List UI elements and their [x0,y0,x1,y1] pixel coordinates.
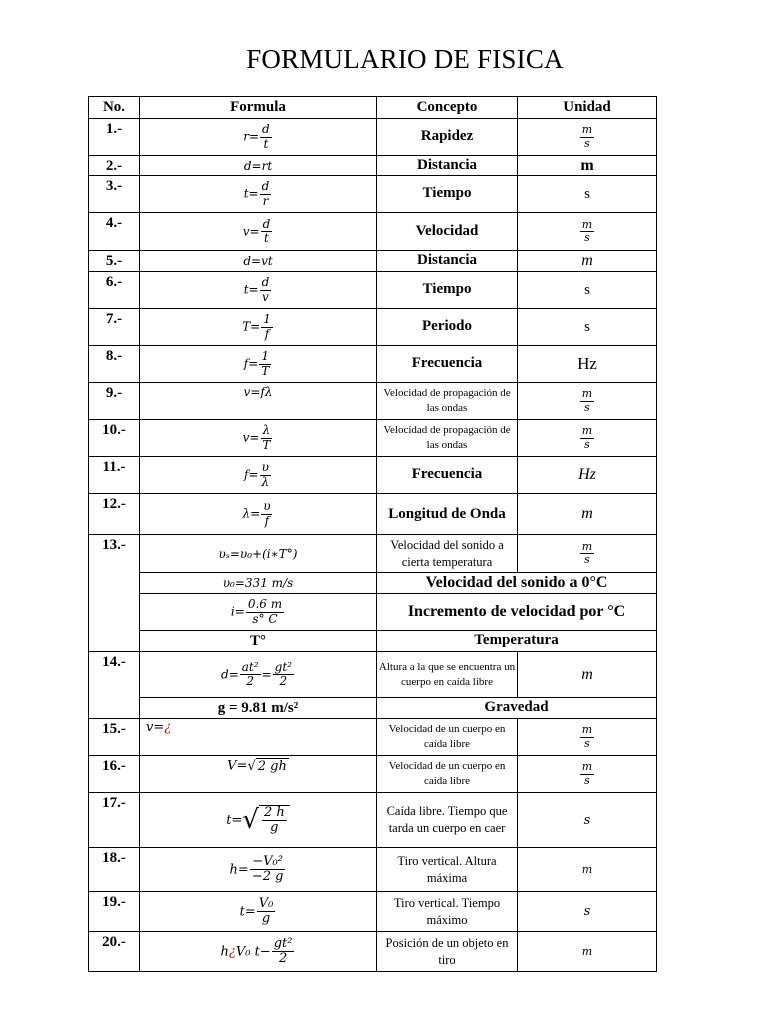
row-number: 12.- [89,494,140,535]
fraction-numerator: d [262,122,270,137]
unit-cell [518,756,657,793]
concept-cell: Frecuencia [377,457,518,494]
unit-cell: s [518,272,657,309]
fraction-denominator: T [262,437,271,452]
formula-broken-glyph: ¿ [164,720,172,735]
table-row [89,346,657,383]
unit-cell [518,213,657,251]
table-row [89,251,657,272]
unit-numerator: m [581,424,593,438]
row-number: 14.- [89,652,140,719]
fraction-numerator: d [261,275,270,290]
formula-table [88,96,657,972]
unit-cell [518,383,657,420]
unit-cell: s [518,892,657,932]
fraction-numerator: −V₀² [252,853,283,869]
formula-cell: d=vt [140,251,377,272]
formula-broken-glyph: ¿ [228,944,236,959]
fraction-numerator: 1 [263,312,271,327]
header-concepto: Concepto [377,97,518,119]
formula-cell [140,420,377,457]
formula-fraction [259,350,271,377]
table-row [89,309,657,346]
fraction-numerator: 2 h [263,804,285,820]
fraction-denominator: 2 [278,951,288,966]
formula-lhs: v= [242,431,260,445]
concept-cell: Altura a la que se encuentra un cuerpo en caída libre [377,652,518,698]
table-row [89,213,657,251]
unit-cell: Hz [518,457,657,494]
formula-lhs: i= [230,605,245,619]
concept-cell: Gravedad [377,698,657,719]
concept-cell: Distancia [377,251,518,272]
formula-cell [140,594,377,631]
formula-fraction [261,218,273,245]
concept-cell: Tiempo [377,176,518,213]
fraction-numerator: λ [262,423,271,438]
table-row [89,892,657,932]
formula-cell: d=rt [140,156,377,176]
concept-cell: Velocidad [377,213,518,251]
fraction-numerator: gt² [274,659,292,674]
row-number: 6.- [89,272,140,309]
row-number: 3.- [89,176,140,213]
unit-numerator: m [581,123,593,137]
table-row [89,457,657,494]
fraction-numerator: υ [261,460,269,475]
formula-cell [140,892,377,932]
unit-cell [518,420,657,457]
fraction-denominator: λ [261,474,270,489]
square-root [242,805,289,836]
table-row [89,631,657,652]
formula-cell [140,932,377,972]
fraction-numerator: at² [241,659,259,674]
unit-numerator: m [581,217,593,231]
row-number: 10.- [89,420,140,457]
unit-cell: m [518,652,657,698]
fraction-denominator: 2 [279,674,288,688]
unit-cell: m [518,494,657,535]
header-row [89,97,657,119]
fraction-denominator: g [270,820,279,835]
square-root [247,758,288,774]
concept-cell: Temperatura [377,631,657,652]
formula-fraction [260,276,272,303]
concept-cell: Periodo [377,309,518,346]
fraction-denominator: g [261,911,271,926]
concept-cell: Rapidez [377,119,518,156]
radicand [259,805,290,836]
row-number: 15.- [89,719,140,756]
formula-fraction [272,937,295,967]
row-number: 7.- [89,309,140,346]
row-number: 20.- [89,932,140,972]
formula-cell: υ₀=331 m/s [140,573,377,594]
concept-cell: Tiro vertical. Tiempo máximo [377,892,518,932]
table-row [89,932,657,972]
concept-cell: Incremento de velocidad por °C [377,594,657,631]
formula-lhs: t= [239,904,256,919]
unit-denominator: s [584,231,590,244]
formula-lhs: t= [243,187,259,201]
unit-denominator: s [584,553,590,566]
fraction-numerator: gt² [273,935,293,951]
formula-equals: = [261,667,272,682]
unit-cell: m [518,156,657,176]
formula-lhs: λ= [242,507,261,521]
table-row [89,719,657,756]
concept-cell: Longitud de Onda [377,494,518,535]
fraction-denominator: v [262,289,269,304]
unit-fraction [580,724,594,749]
unit-cell [518,535,657,573]
formula-cell: υₛ=υ₀+(i∗T°) [140,535,377,573]
header-formula: Formula [140,97,377,119]
table-row [89,793,657,848]
row-number: 8.- [89,346,140,383]
formula-cell [140,494,377,535]
table-row [89,848,657,892]
fraction-denominator: −2 g [251,869,284,884]
row-number: 1.- [89,119,140,156]
formula-lhs: t= [226,812,243,828]
row-number: 4.- [89,213,140,251]
concept-cell: Velocidad de un cuerpo en caída libre [377,719,518,756]
row-number: 9.- [89,383,140,420]
row-number: 16.- [89,756,140,793]
fraction-numerator: υ [263,499,271,514]
formula-cell [140,756,377,793]
unit-cell: s [518,176,657,213]
fraction-numerator: 1 [261,349,270,364]
fraction-denominator: 2 [246,674,254,688]
formula-cell [140,272,377,309]
unit-denominator: s [584,136,590,150]
formula-cell [140,793,377,848]
unit-cell: m [518,251,657,272]
fraction-numerator: d [261,179,270,194]
formula-lhs: d= [221,667,239,682]
concept-cell: Velocidad de propagación de las ondas [377,420,518,457]
formula-fraction [259,461,271,488]
radicand: 2 gh [257,759,287,774]
formula-fraction [261,313,273,340]
formula-fraction [257,897,276,927]
unit-fraction [580,761,594,786]
formula-lhs: h= [229,862,249,877]
concept-cell: Tiempo [377,272,518,309]
concept-cell: Velocidad de un cuerpo en caída libre [377,756,518,793]
row-number: 13.- [89,535,140,652]
concept-cell: Velocidad de propagación de las ondas [377,383,518,420]
unit-cell [518,119,657,156]
formula-lhs: V= [227,758,248,774]
unit-numerator: m [581,387,593,401]
document-title: FORMULARIO DE FISICA [246,44,564,74]
sqrt-icon: √ [242,805,259,835]
formula-text: v= [146,720,165,735]
formula-lhs: f= [243,468,259,482]
formula-text: h [220,944,229,959]
formula-cell [140,213,377,251]
fraction-denominator: s° C [252,611,278,626]
formula-cell: g = 9.81 m/s² [140,698,377,719]
formula-lhs: t= [243,283,259,297]
formula-text: V₀ t− [235,944,271,959]
formula-fraction [261,500,272,527]
unit-denominator: s [584,736,590,750]
table-row [89,383,657,420]
table-row [89,156,657,176]
unit-denominator: s [584,400,590,414]
table-row [89,119,657,156]
row-number: 2.- [89,156,140,176]
formula-cell [140,346,377,383]
concept-cell: Tiro vertical. Altura máxima [377,848,518,892]
formula-cell [140,719,377,756]
concept-cell: Distancia [377,156,518,176]
formula-cell [140,848,377,892]
formula-cell [140,119,377,156]
table-row [89,272,657,309]
formula-cell [140,309,377,346]
fraction-denominator: t [264,231,269,245]
formula-cell: v=fλ [140,383,377,420]
concept-cell: Velocidad del sonido a 0°C [377,573,657,594]
unit-numerator: m [581,760,593,774]
fraction-denominator: T [261,363,270,378]
formula-lhs: r= [243,130,260,144]
unit-fraction [580,425,594,450]
unit-fraction [580,124,594,149]
row-number: 18.- [89,848,140,892]
formula-fraction [240,661,261,688]
unit-denominator: s [584,437,590,451]
formula-fraction [246,598,284,625]
table-row [89,535,657,573]
fraction-numerator: V₀ [258,895,274,911]
header-no: No. [89,97,140,119]
concept-cell: Frecuencia [377,346,518,383]
formula-fraction [273,661,294,688]
formula-fraction [260,424,272,451]
formula-fraction [260,180,272,207]
fraction-denominator: r [262,193,269,208]
table-row [89,756,657,793]
concept-cell: Velocidad del sonido a cierta temperatura [377,535,518,573]
formula-lhs: v= [242,224,260,239]
unit-fraction [580,219,594,244]
unit-denominator: s [584,773,590,787]
unit-fraction [580,388,594,413]
table-row [89,573,657,594]
table-row [89,494,657,535]
unit-fraction [580,541,594,566]
formula-cell [140,652,377,698]
fraction-numerator: d [262,216,271,231]
sqrt-icon: √ [247,758,256,774]
unit-numerator: m [581,723,593,737]
formula-fraction [262,806,287,836]
formula-cell: T° [140,631,377,652]
unit-cell: m [518,848,657,892]
row-number: 11.- [89,457,140,494]
concept-cell: Caída libre. Tiempo que tarda un cuerpo en caer [377,793,518,848]
formula-fraction [250,855,286,885]
fraction-denominator: f [264,513,270,528]
table-row [89,420,657,457]
concept-cell: Posición de un objeto en tiro [377,932,518,972]
formula-lhs: T= [242,320,261,334]
row-number: 19.- [89,892,140,932]
unit-cell: m [518,932,657,972]
unit-numerator: m [581,539,593,553]
formula-lhs: f= [243,357,259,371]
row-number: 5.- [89,251,140,272]
formula-fraction [260,123,272,150]
unit-cell: s [518,793,657,848]
row-number: 17.- [89,793,140,848]
unit-cell: s [518,309,657,346]
table-row [89,652,657,698]
fraction-denominator: t [263,136,269,151]
formula-cell [140,176,377,213]
formula-cell [140,457,377,494]
table-row [89,176,657,213]
unit-cell: Hz [518,346,657,383]
table-row [89,698,657,719]
table-row [89,594,657,631]
header-unidad: Unidad [518,97,657,119]
fraction-denominator: f [264,326,270,341]
fraction-numerator: 0.6 m [247,597,283,612]
unit-cell [518,719,657,756]
